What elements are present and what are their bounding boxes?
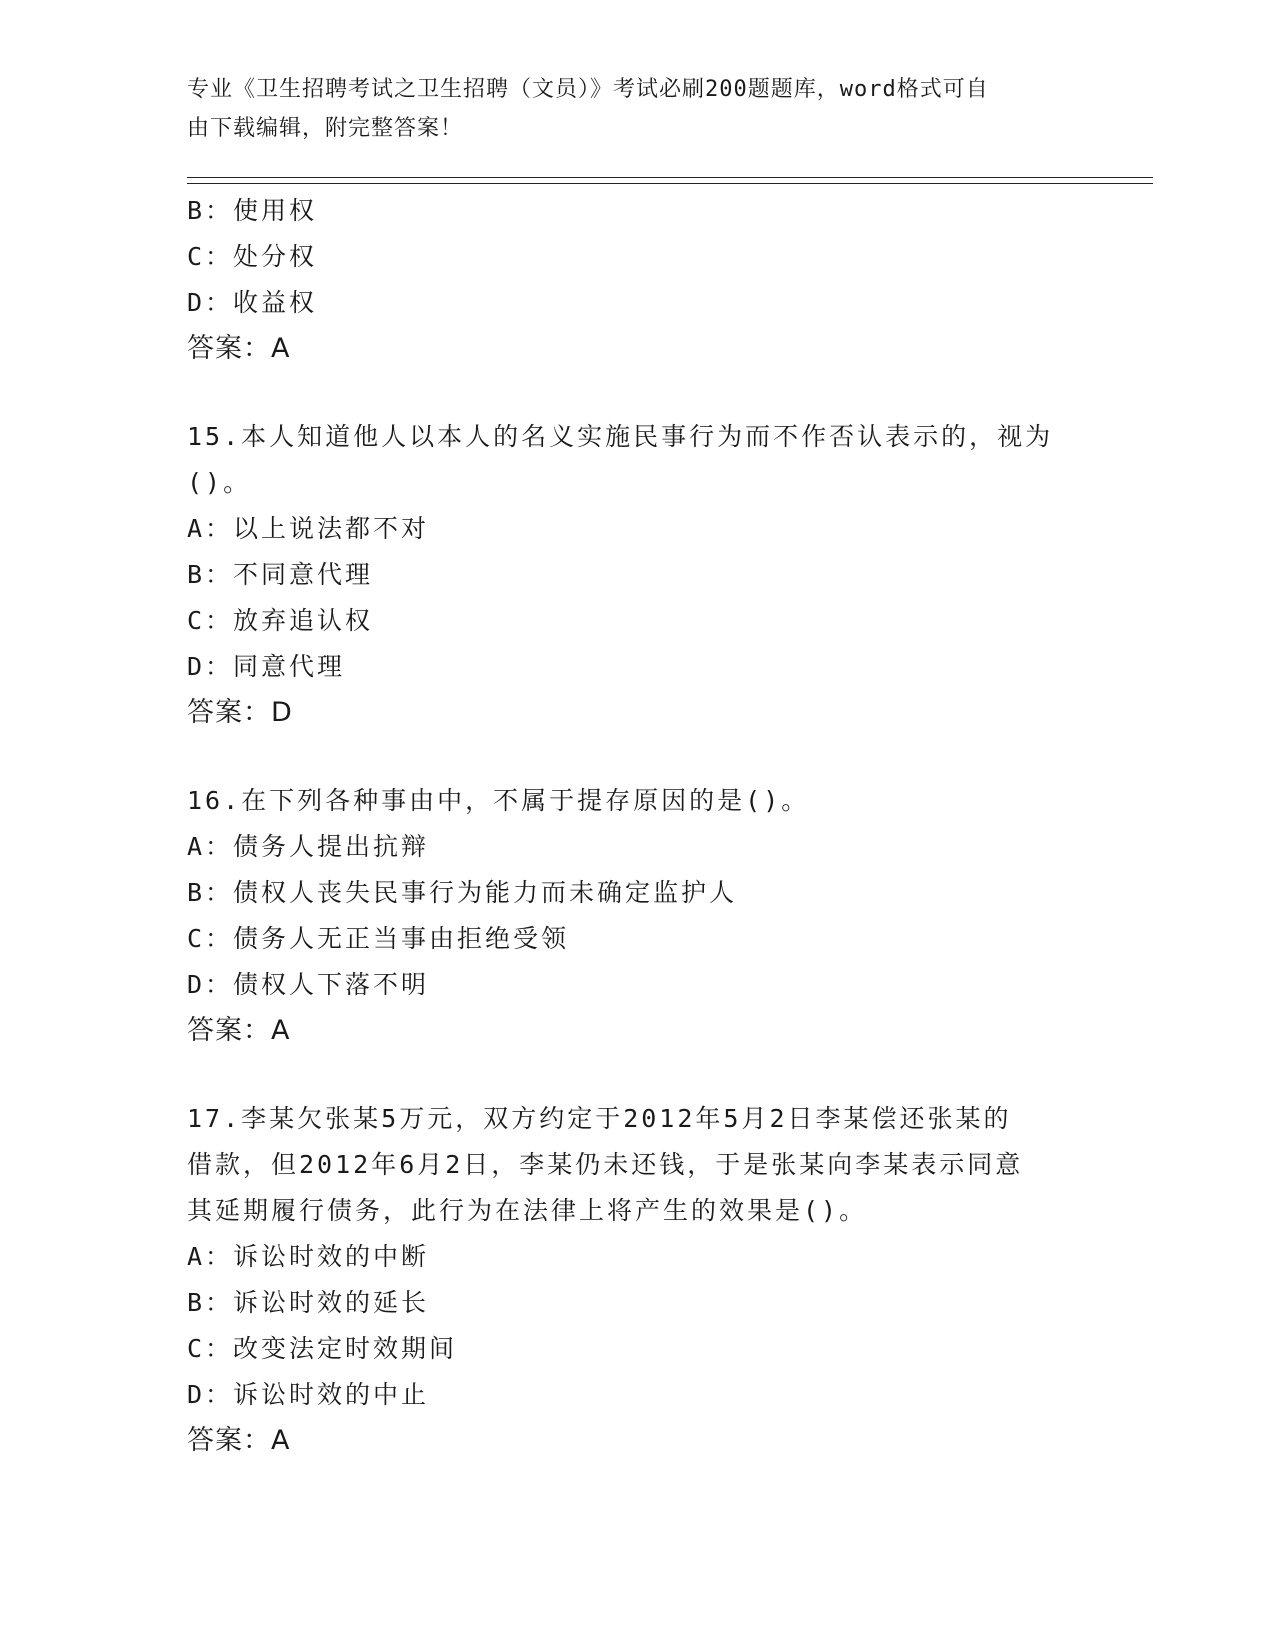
document-header xyxy=(187,70,1087,148)
question-text-line: 16.在下列各种事由中，不属于提存原因的是()。 xyxy=(187,786,810,815)
option-b: B：使用权 xyxy=(187,196,318,225)
question-text-line: 借款，但2012年6月2日，李某仍未还钱，于是张某向李某表示同意 xyxy=(187,1150,1024,1179)
question-14-continued xyxy=(187,188,1087,372)
question-list xyxy=(187,188,1087,1464)
option-a: A：以上说法都不对 xyxy=(187,514,430,543)
option-c: C：处分权 xyxy=(187,242,318,271)
question-17 xyxy=(187,1096,1087,1464)
answer-line: 答案：D xyxy=(187,697,293,728)
answer-line: 答案：A xyxy=(187,1425,291,1456)
question-text-line: 其延期履行债务，此行为在法律上将产生的效果是()。 xyxy=(187,1196,868,1225)
option-d: D：收益权 xyxy=(187,288,318,317)
question-text-line: ()。 xyxy=(187,468,252,497)
option-b: B：诉讼时效的延长 xyxy=(187,1288,430,1317)
option-b: B：债权人丧失民事行为能力而未确定监护人 xyxy=(187,878,738,907)
answer-line: 答案：A xyxy=(187,333,291,364)
option-c: C：改变法定时效期间 xyxy=(187,1334,458,1363)
option-d: D：诉讼时效的中止 xyxy=(187,1380,430,1409)
option-a: A：诉讼时效的中断 xyxy=(187,1242,430,1271)
header-divider xyxy=(187,177,1153,184)
option-c: C：放弃追认权 xyxy=(187,606,374,635)
option-a: A：债务人提出抗辩 xyxy=(187,832,430,861)
question-15 xyxy=(187,414,1087,736)
question-text-line: 15.本人知道他人以本人的名义实施民事行为而不作否认表示的，视为 xyxy=(187,422,1054,451)
option-d: D：债权人下落不明 xyxy=(187,970,430,999)
question-16 xyxy=(187,778,1087,1054)
header-line-1: 专业《卫生招聘考试之卫生招聘（文员）》考试必刷200题题库，word格式可自 xyxy=(187,77,989,102)
question-text-line: 17.李某欠张某5万元，双方约定于2012年5月2日李某偿还张某的 xyxy=(187,1104,1012,1133)
answer-line: 答案：A xyxy=(187,1015,291,1046)
header-line-2: 由下载编辑，附完整答案！ xyxy=(187,116,464,141)
option-b: B：不同意代理 xyxy=(187,560,374,589)
option-d: D：同意代理 xyxy=(187,652,346,681)
option-c: C：债务人无正当事由拒绝受领 xyxy=(187,924,570,953)
